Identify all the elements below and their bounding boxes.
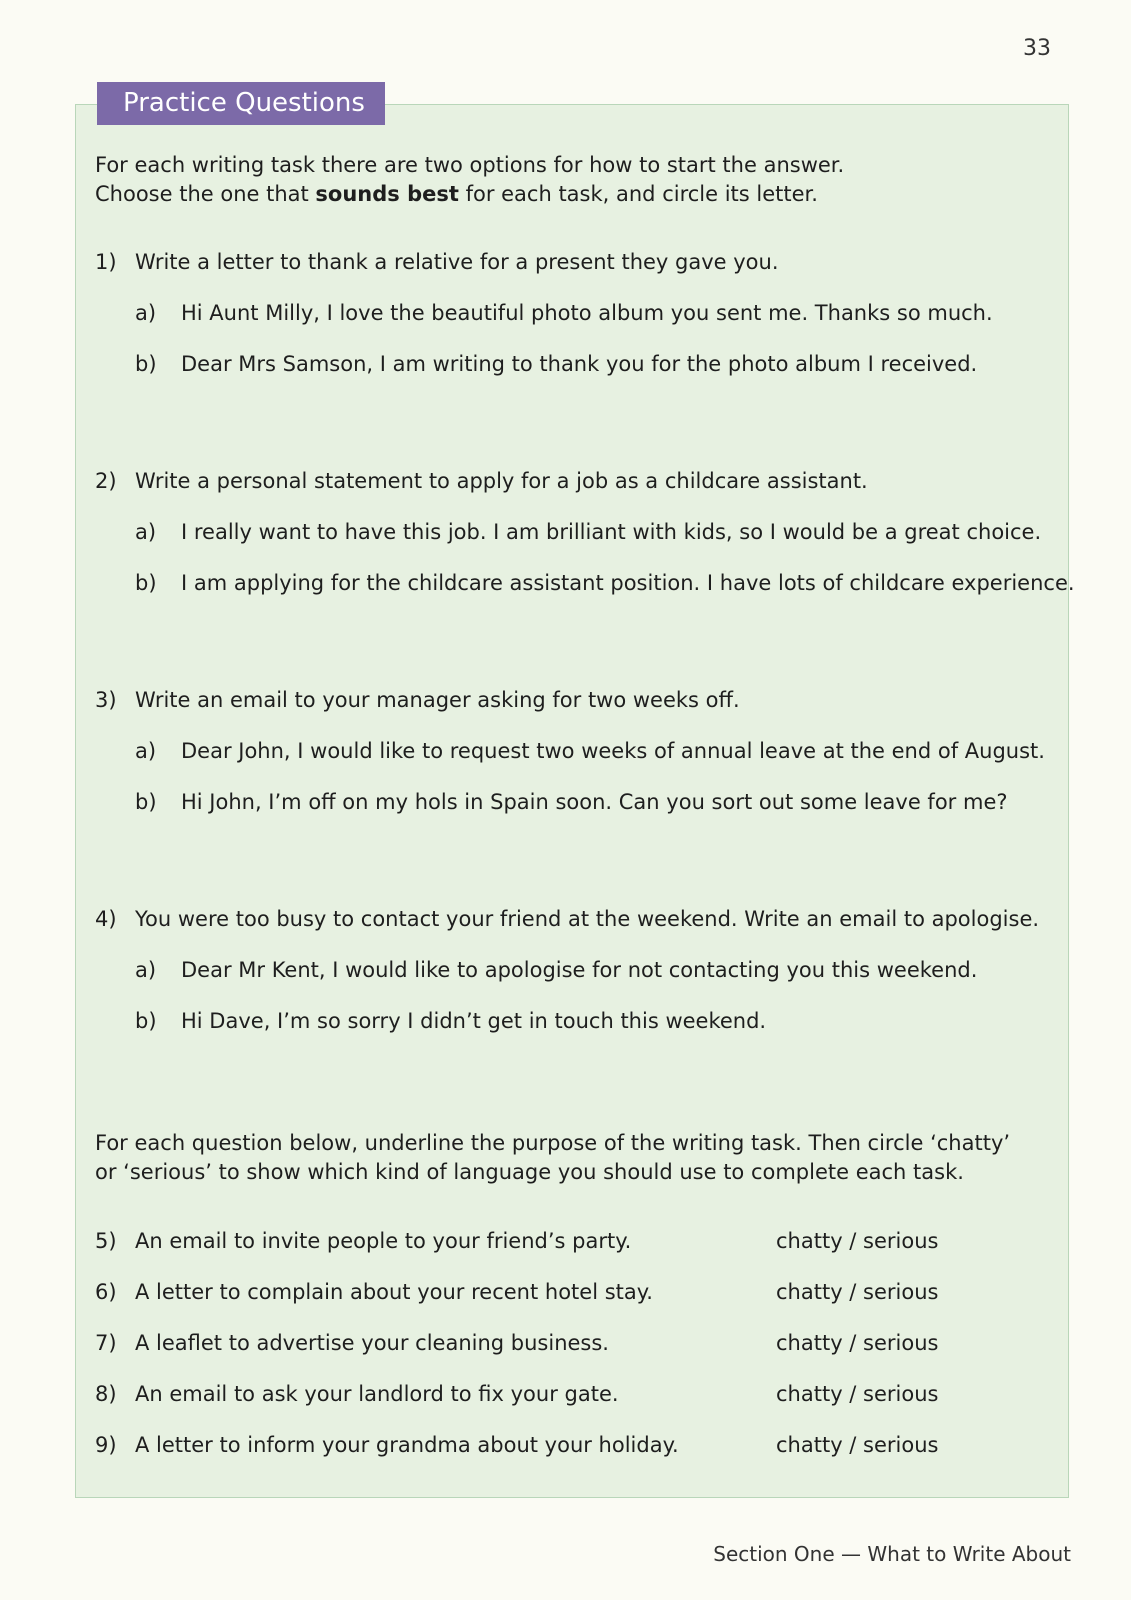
task-text[interactable]: An email to ask your landlord to fix your gate. bbox=[135, 1382, 619, 1406]
question-number: 8) bbox=[95, 1382, 117, 1406]
option-letter[interactable]: a) bbox=[135, 958, 157, 982]
question-text: Write a letter to thank a relative for a present they gave you. bbox=[135, 250, 779, 274]
option-text: I really want to have this job. I am brilliant with kids, so I would be a great choice. bbox=[181, 520, 1042, 544]
instructions-line-1: For each question below, underline the purpose of the writing task. Then circle ‘chatty’ bbox=[95, 1131, 1011, 1155]
question-number: 3) bbox=[95, 688, 117, 712]
question-text: You were too busy to contact your friend at the weekend. Write an email to apologise. bbox=[135, 907, 1040, 931]
task-text[interactable]: A letter to complain about your recent hotel stay. bbox=[135, 1280, 653, 1304]
question-text: Write an email to your manager asking for two weeks off. bbox=[135, 688, 740, 712]
intro-line-2: Choose the one that sounds best for each task, and circle its letter. bbox=[95, 182, 818, 206]
option-letter[interactable]: a) bbox=[135, 520, 157, 544]
option-text: Dear Mrs Samson, I am writing to thank you for the photo album I received. bbox=[181, 352, 978, 376]
question-number: 4) bbox=[95, 907, 117, 931]
option-letter[interactable]: a) bbox=[135, 301, 157, 325]
question-number: 2) bbox=[95, 469, 117, 493]
page-number: 33 bbox=[1023, 36, 1051, 61]
question-text: Write a personal statement to apply for a job as a childcare assistant. bbox=[135, 469, 868, 493]
option-text: I am applying for the childcare assistant position. I have lots of childcare experience. bbox=[181, 571, 1075, 595]
instructions-line-2: or ‘serious’ to show which kind of language you should use to complete each task. bbox=[95, 1160, 964, 1184]
intro-emphasis: sounds best bbox=[315, 182, 459, 206]
task-text[interactable]: A letter to inform your grandma about your holiday. bbox=[135, 1433, 679, 1457]
chatty-serious-choice[interactable]: chatty / serious bbox=[776, 1382, 939, 1406]
chatty-serious-choice[interactable]: chatty / serious bbox=[776, 1229, 939, 1253]
task-text[interactable]: An email to invite people to your friend’s party. bbox=[135, 1229, 632, 1253]
option-text: Hi John, I’m off on my hols in Spain soon. Can you sort out some leave for me? bbox=[181, 790, 1008, 814]
chatty-serious-choice[interactable]: chatty / serious bbox=[776, 1433, 939, 1457]
option-letter[interactable]: b) bbox=[135, 790, 157, 814]
question-number: 5) bbox=[95, 1229, 117, 1253]
option-letter[interactable]: b) bbox=[135, 352, 157, 376]
option-letter[interactable]: b) bbox=[135, 571, 157, 595]
question-number: 6) bbox=[95, 1280, 117, 1304]
section-footer: Section One — What to Write About bbox=[713, 1542, 1071, 1566]
chatty-serious-choice[interactable]: chatty / serious bbox=[776, 1280, 939, 1304]
option-text: Hi Aunt Milly, I love the beautiful photo album you sent me. Thanks so much. bbox=[181, 301, 993, 325]
task-text[interactable]: A leaflet to advertise your cleaning business. bbox=[135, 1331, 609, 1355]
option-letter[interactable]: b) bbox=[135, 1009, 157, 1033]
intro-line-1: For each writing task there are two options for how to start the answer. bbox=[95, 153, 845, 177]
chatty-serious-choice[interactable]: chatty / serious bbox=[776, 1331, 939, 1355]
section-title: Practice Questions bbox=[97, 82, 385, 125]
option-text: Dear Mr Kent, I would like to apologise for not contacting you this weekend. bbox=[181, 958, 978, 982]
question-number: 7) bbox=[95, 1331, 117, 1355]
question-number: 1) bbox=[95, 250, 117, 274]
option-letter[interactable]: a) bbox=[135, 739, 157, 763]
option-text: Hi Dave, I’m so sorry I didn’t get in touch this weekend. bbox=[181, 1009, 767, 1033]
option-text: Dear John, I would like to request two weeks of annual leave at the end of August. bbox=[181, 739, 1045, 763]
question-number: 9) bbox=[95, 1433, 117, 1457]
